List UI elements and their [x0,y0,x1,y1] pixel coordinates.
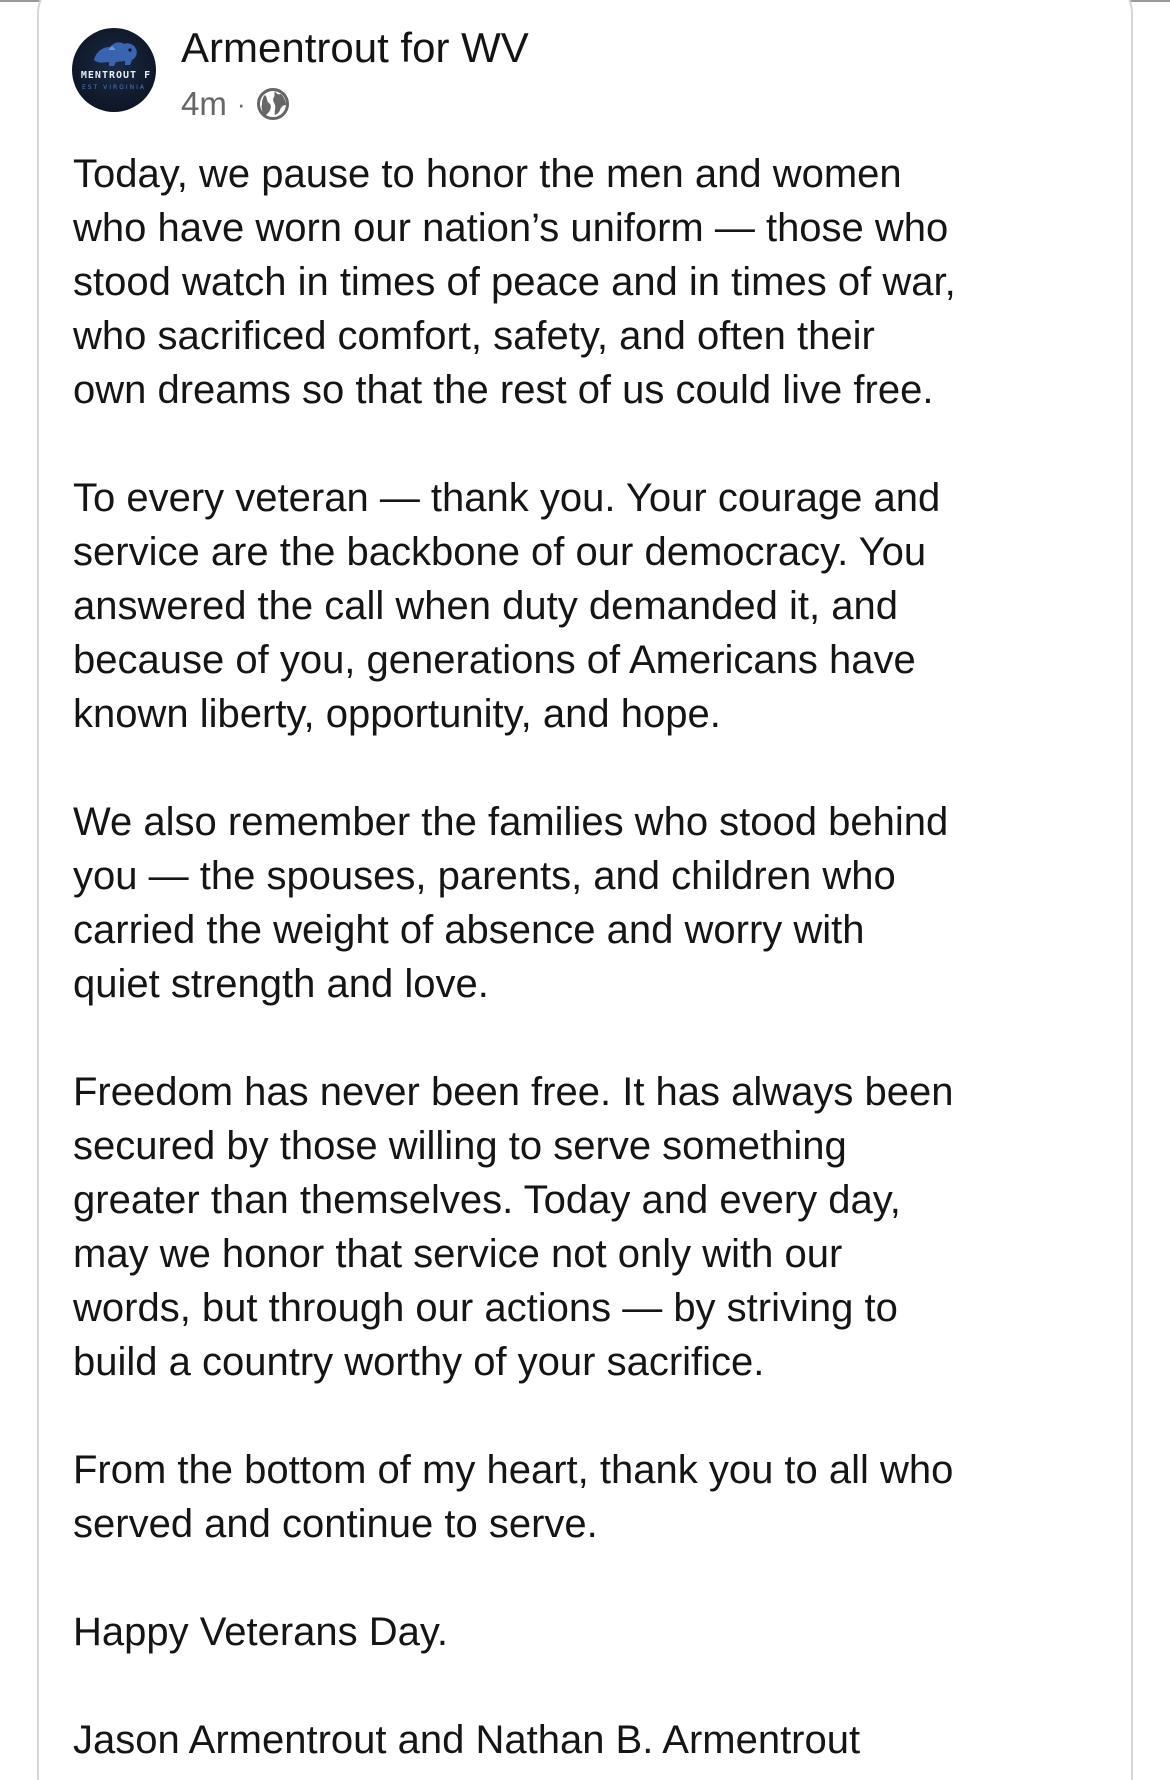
post-text-line: From the bottom of my heart, thank you to all who [73,1448,954,1492]
post-text-line: build a country worthy of your sacrifice. [73,1340,765,1384]
post-paragraph [73,1065,1118,1389]
post-text-line: served and continue to serve. [73,1502,598,1546]
post-text-line: To every veteran — thank you. Your courage and [73,476,941,520]
page-name[interactable]: Armentrout for WV [181,24,529,71]
post-text-line: words, but through our actions — by striving to [73,1286,898,1330]
post-text-line: Jason Armentrout and Nathan B. Armentrout [73,1718,861,1762]
post-text-line: may we honor that service not only with our [73,1232,843,1276]
post-text-line: secured by those willing to serve something [73,1124,847,1168]
bear-emblem-icon [90,38,140,72]
post-text-line: greater than themselves. Today and every day, [73,1178,901,1222]
post-paragraph [73,1605,1118,1659]
post-timestamp[interactable]: 4m [181,85,227,122]
post-text-line: you — the spouses, parents, and children who [73,854,896,898]
post-paragraph [73,795,1118,1011]
post-paragraph [73,471,1118,741]
post-body [73,147,1118,1780]
post-text-line: because of you, generations of Americans have [73,638,916,682]
post-text-line: carried the weight of absence and worry with [73,908,865,952]
meta-separator: · [236,88,246,119]
post-text-line: who sacrificed comfort, safety, and often their [73,314,875,358]
post-text-line: We also remember the families who stood behind [73,800,949,844]
post-paragraph [73,1713,1118,1767]
post-text-line: Happy Veterans Day. [73,1610,449,1654]
post-paragraph [73,1443,1118,1551]
post-meta [181,84,290,124]
post-text-line: Today, we pause to honor the men and women [73,152,902,196]
post-text-line: quiet strength and love. [73,962,489,1006]
post-paragraph [73,147,1118,417]
post-text-line: stood watch in times of peace and in times of war, [73,260,956,304]
post-text-line: service are the backbone of our democracy. You [73,530,927,574]
post-text-line: own dreams so that the rest of us could live free. [73,368,934,412]
post-text-line: Freedom has never been free. It has always been [73,1070,954,1114]
avatar-label: MENTROUT F [80,70,152,81]
post-text-line: answered the call when duty demanded it, and [73,584,898,628]
avatar-sublabel: EST VIRGINIA [82,84,146,91]
post-text-line: known liberty, opportunity, and hope. [73,692,721,736]
post-text-line: who have worn our nation’s uniform — those who [73,206,949,250]
globe-icon[interactable] [256,87,290,121]
page-avatar[interactable] [72,28,156,112]
